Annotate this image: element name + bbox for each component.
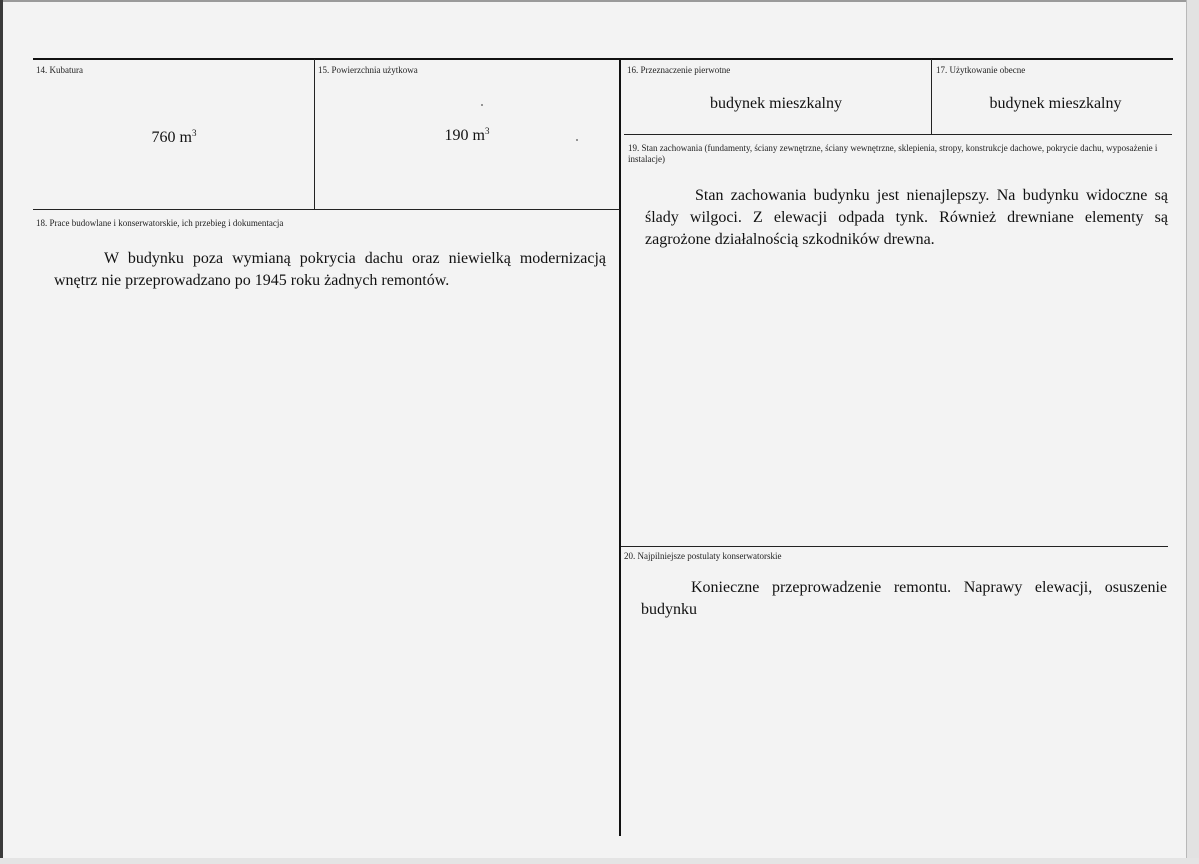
field-15-unit-superscript: 3 (484, 126, 490, 136)
scan-speck (576, 139, 578, 141)
table-top-rule (33, 58, 1173, 60)
field-16-label: 16. Przeznaczenie pierwotne (627, 65, 731, 75)
field-14-value (36, 128, 312, 148)
field-20-text: Konieczne przeprowadzenie remontu. Naprawy elewacji, osuszenie budynku (641, 579, 1167, 618)
field-15-amount: 190 m (444, 127, 485, 144)
field-19-text: Stan zachowania budynku jest nienajlepszy. Na budynku widoczne są ślady wilgoci. Z elewacji odpada tynk. Również drewniane elementy są zagrożone działalnością szkodników drewna. (645, 187, 1168, 248)
rule-above-20 (621, 546, 1168, 547)
field-18-text: W budynku poza wymianą pokrycia dachu oraz niewielką modernizacją wnętrz nie przeprowadzano po 1945 roku żadnych remontów. (54, 250, 606, 289)
field-14-amount: 760 m (151, 129, 192, 146)
page-right-edge (1186, 0, 1199, 864)
divider-14-15 (314, 59, 315, 210)
rule-above-18 (33, 209, 620, 210)
rule-above-19 (624, 134, 1172, 135)
field-18-label: 18. Prace budowlane i konserwatorskie, ich przebieg i dokumentacja (36, 218, 284, 228)
field-14-unit-superscript: 3 (191, 128, 197, 138)
field-19-label: 19. Stan zachowania (fundamenty, ściany zewnętrzne, ściany wewnętrzne, sklepienia, stropy, konstrukcje dachowe, pokrycie dachu, wyposażenie i instalacje) (628, 143, 1158, 164)
field-17-value: budynek mieszkalny (989, 95, 1122, 112)
page-left-edge (0, 0, 3, 864)
divider-16-17 (931, 59, 932, 135)
scan-speck (481, 104, 483, 106)
field-17-label: 17. Użytkowanie obecne (936, 65, 1026, 75)
page-bottom-edge (0, 858, 1199, 864)
field-15-label: 15. Powierzchnia użytkowa (318, 65, 418, 75)
field-14-label: 14. Kubatura (36, 65, 83, 75)
center-divider (619, 59, 621, 836)
field-15-value (316, 126, 618, 146)
field-20-label: 20. Najpilniejsze postulaty konserwatorskie (624, 551, 782, 561)
page-top-edge (0, 0, 1199, 2)
field-16-value: budynek mieszkalny (710, 95, 842, 112)
